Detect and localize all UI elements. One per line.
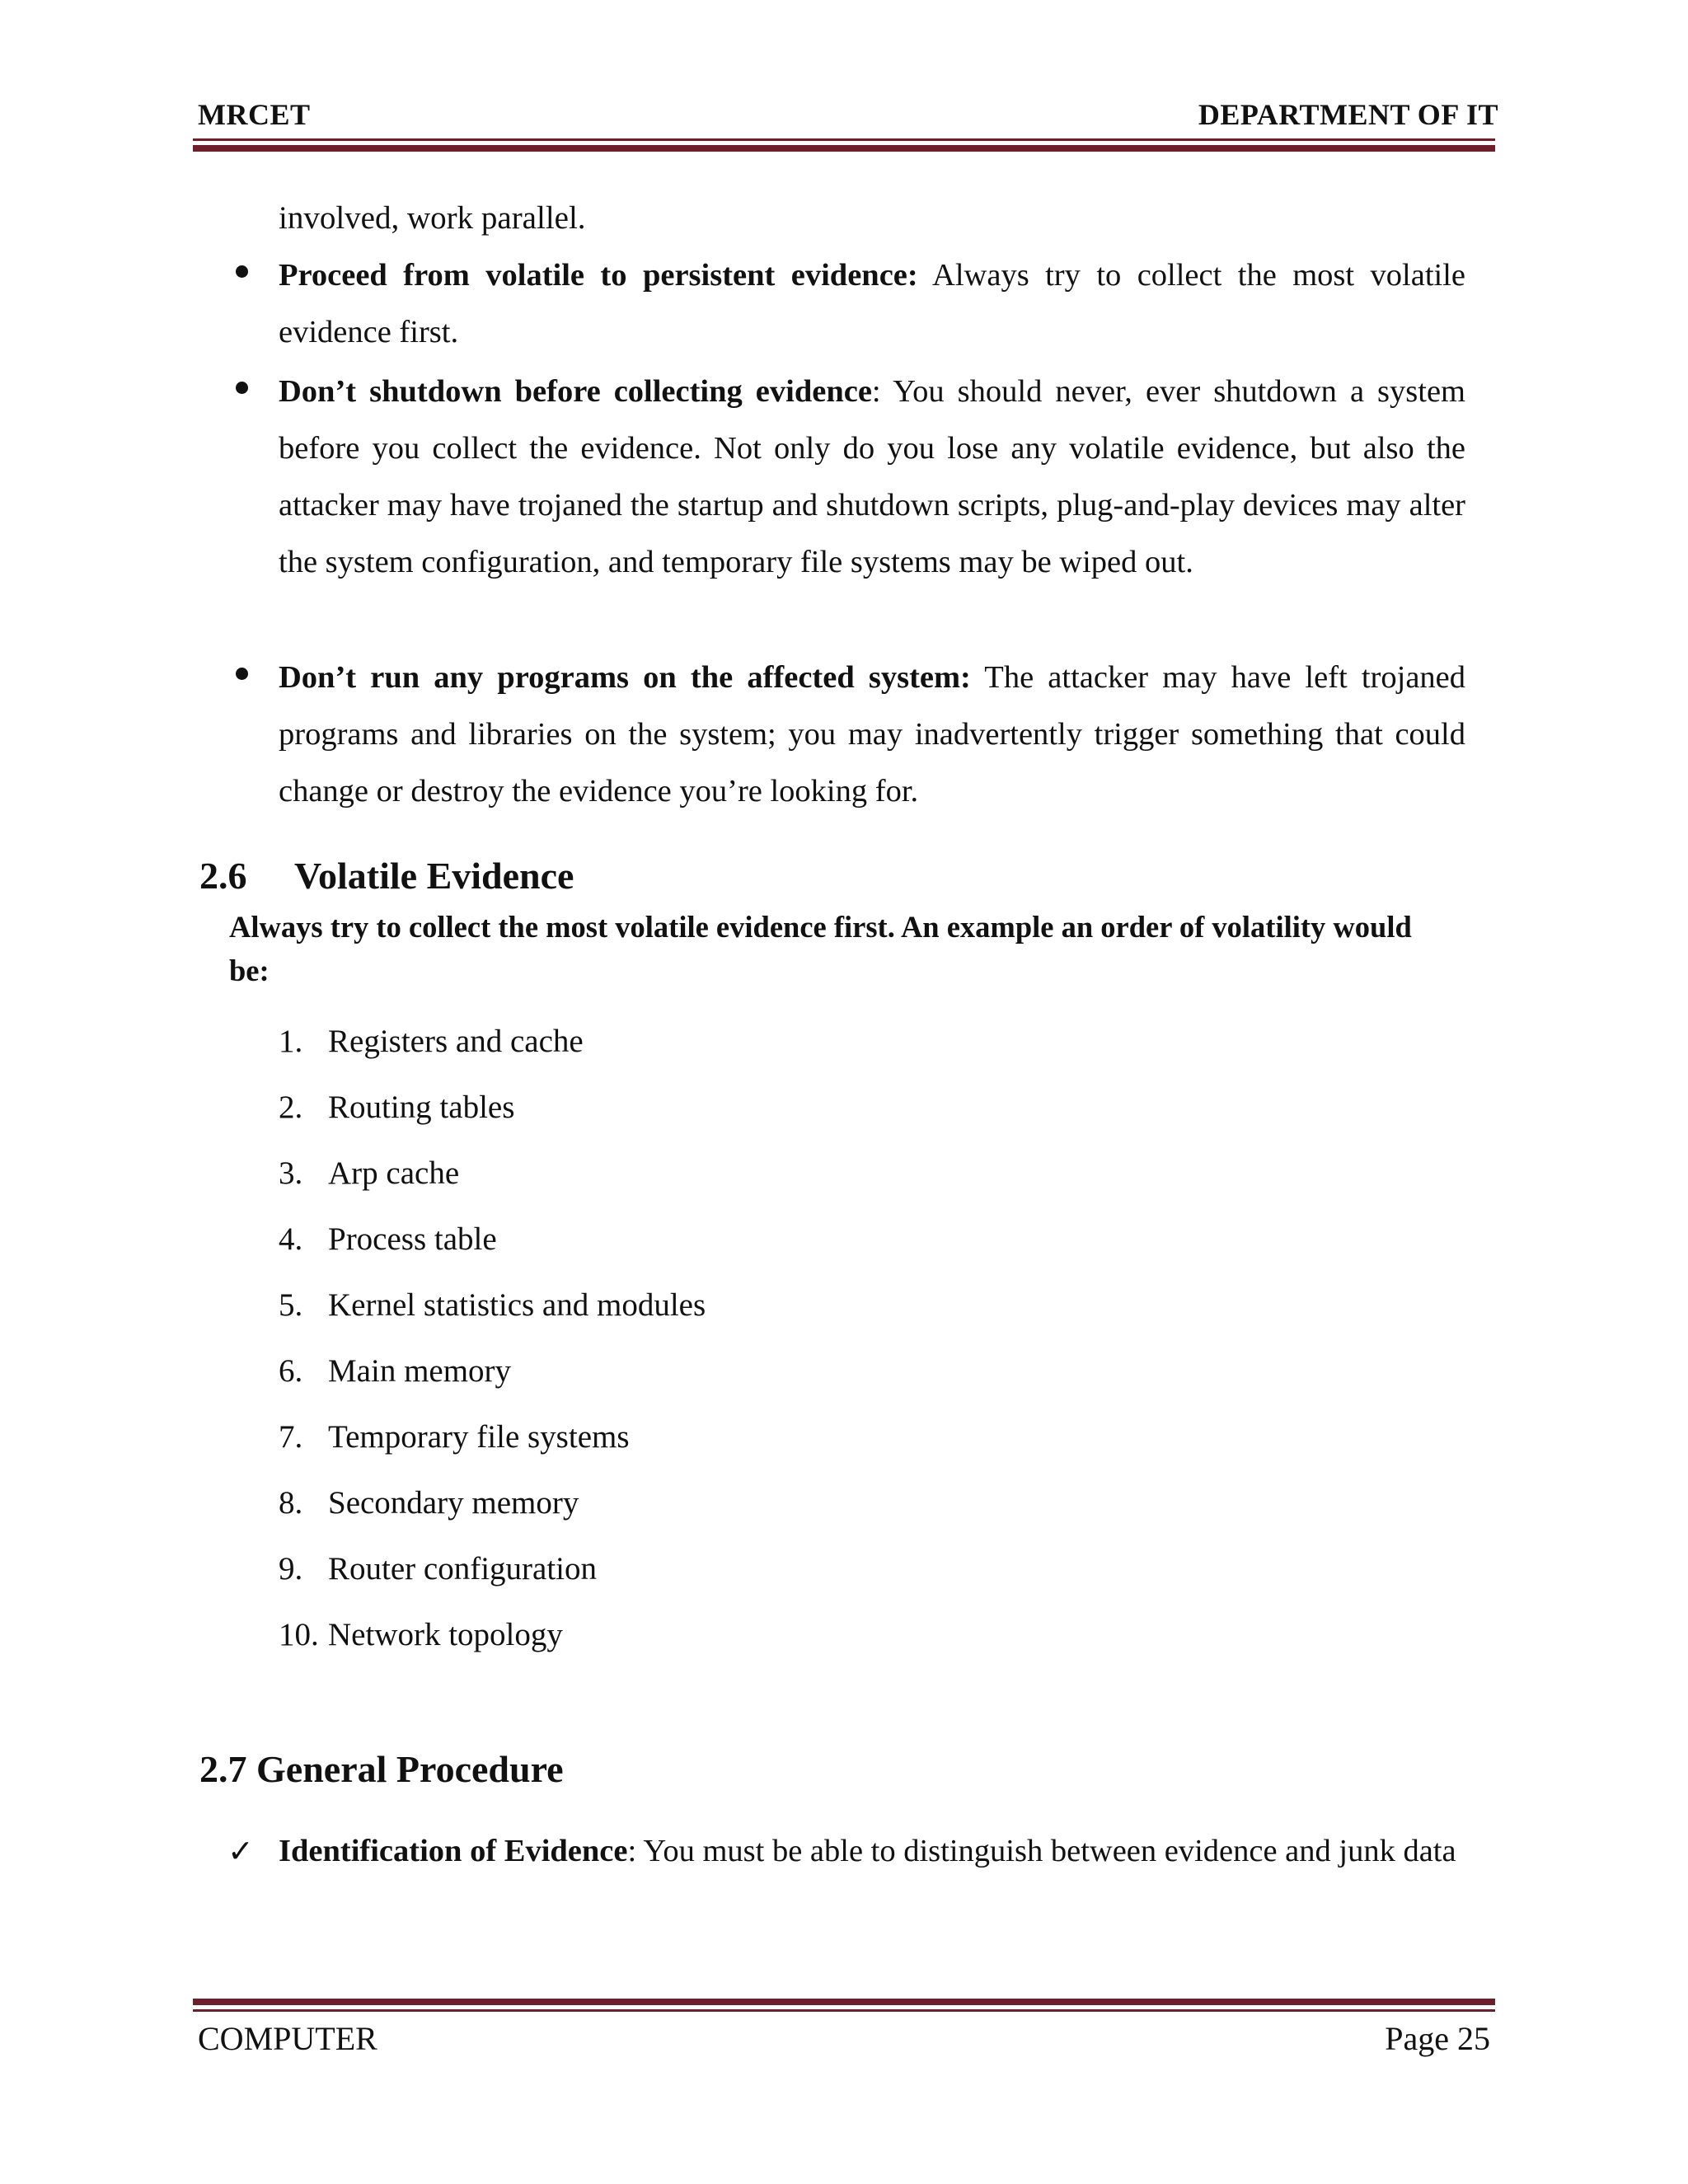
list-number: 2.	[279, 1090, 303, 1125]
list-item	[279, 1085, 706, 1151]
list-label: Network topology	[328, 1617, 563, 1652]
list-number: 3.	[279, 1155, 303, 1191]
section-number: 2.6	[199, 855, 247, 897]
list-label: Process table	[328, 1221, 497, 1257]
bullet-dot-icon	[236, 265, 248, 278]
list-label: Kernel statistics and modules	[328, 1287, 706, 1323]
list-item	[279, 1480, 706, 1546]
list-number: 4.	[279, 1221, 303, 1257]
checklist-item	[227, 1821, 1457, 1881]
list-number: 8.	[279, 1485, 303, 1521]
section-title: Volatile Evidence	[294, 855, 574, 897]
list-item	[279, 1282, 706, 1348]
list-item	[279, 1414, 706, 1480]
bullet-item	[279, 247, 1465, 361]
list-label: Secondary memory	[328, 1485, 579, 1521]
section-heading: 2.7 General Procedure	[199, 1748, 564, 1790]
bullet-item	[279, 649, 1465, 820]
bullet-dot-icon	[236, 382, 248, 394]
header-rule-thick	[193, 145, 1495, 152]
bullet-heading: Proceed from volatile to persistent evidence:	[279, 258, 918, 293]
checklist-text: : You must be able to distinguish between evidence and junk data	[627, 1834, 1456, 1868]
continuation-text: involved, work parallel.	[279, 200, 586, 236]
checkmark-icon: ✓	[227, 1833, 254, 1869]
bullet-heading: Don’t run any programs on the affected system:	[279, 660, 971, 695]
list-number: 10.	[279, 1617, 319, 1652]
footer-left-label: COMPUTER	[198, 2020, 377, 2057]
list-number: 9.	[279, 1551, 303, 1586]
bullet-text: Always try to collect the most volatile evidence first.	[279, 258, 1465, 349]
list-item	[279, 1216, 706, 1282]
list-label: Arp cache	[328, 1155, 460, 1191]
list-item	[279, 1612, 706, 1678]
header-department: DEPARTMENT OF IT	[1198, 98, 1498, 131]
volatility-order-list	[279, 1019, 706, 1678]
section-intro: Always try to collect the most volatile evidence first. An example an order of volatility would be:	[229, 910, 1412, 987]
bullet-item	[279, 363, 1465, 591]
page-number: Page 25	[1385, 2020, 1490, 2057]
footer-rule-thin	[193, 2009, 1495, 2012]
list-item	[279, 1151, 706, 1216]
list-label: Temporary file systems	[328, 1419, 630, 1455]
list-number: 1.	[279, 1024, 303, 1059]
bullet-text: : You should never, ever shutdown a system before you collect the evidence. Not only do you lose any volatile evidence, but also the attacker may have trojaned the startup and shutdown scripts, plug-and-play devices may alter the system configuration, and temporary file systems may be wiped out.	[279, 374, 1465, 579]
list-label: Registers and cache	[328, 1024, 584, 1059]
bullet-heading: Don’t shutdown before collecting evidence	[279, 374, 872, 409]
header-rule-thin	[193, 138, 1495, 141]
list-item	[279, 1546, 706, 1612]
checklist-heading: Identification of Evidence	[279, 1834, 628, 1868]
list-label: Main memory	[328, 1353, 512, 1389]
list-number: 7.	[279, 1419, 303, 1455]
section-heading	[199, 854, 574, 898]
list-item	[279, 1019, 706, 1085]
bullet-dot-icon	[236, 668, 248, 680]
list-label: Router configuration	[328, 1551, 597, 1586]
header-institution: MRCET	[198, 98, 311, 131]
footer-rule-thick	[193, 1999, 1495, 2005]
list-number: 5.	[279, 1287, 303, 1323]
list-number: 6.	[279, 1353, 303, 1389]
bullet-text: The attacker may have left trojaned programs and libraries on the system; you may inadvertently trigger something that could change or destroy the evidence you’re looking for.	[279, 660, 1465, 808]
list-item	[279, 1348, 706, 1414]
list-label: Routing tables	[328, 1090, 515, 1125]
